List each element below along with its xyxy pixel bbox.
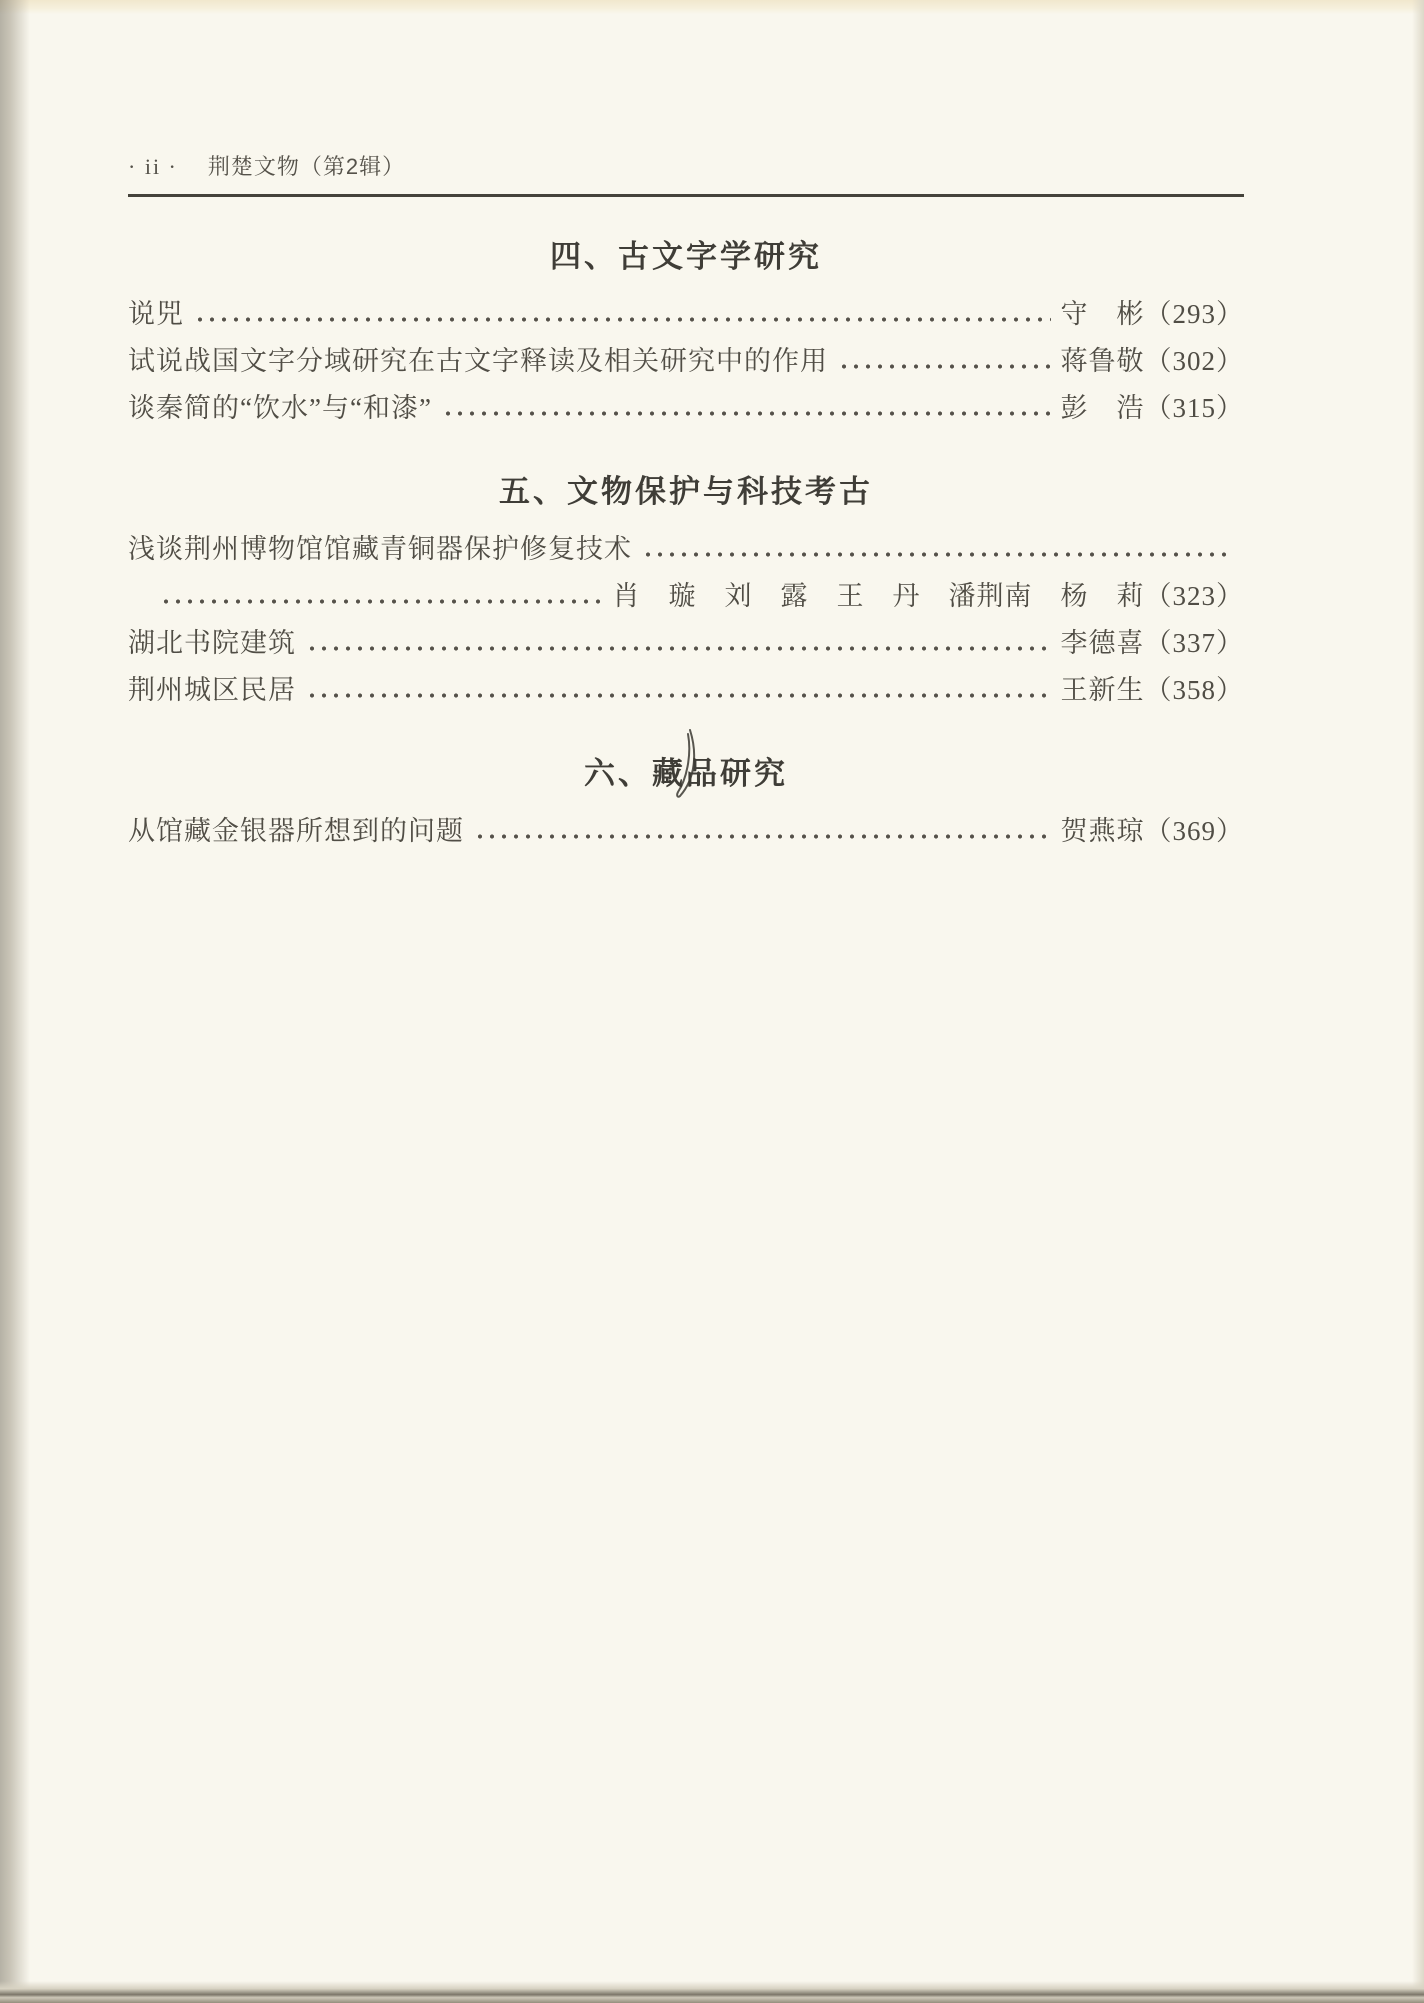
section-entries <box>128 526 1244 714</box>
entry-authors: 守 彬 <box>1060 299 1145 329</box>
running-header <box>128 150 1244 192</box>
entry-title: 从馆藏金银器所想到的问题 <box>128 816 464 846</box>
entry-page-number: （337） <box>1144 628 1244 658</box>
page-number-marker: · ii · <box>128 154 178 179</box>
header-rule <box>128 194 1244 197</box>
dot-leader <box>442 410 1051 417</box>
entry-title: 谈秦简的“饮水”与“和漆” <box>128 393 432 423</box>
dot-leader <box>160 598 603 605</box>
scan-top-edge-shadow <box>0 0 1424 14</box>
book-title: 荆楚文物（第2辑） <box>207 154 406 179</box>
toc-section <box>128 237 1244 432</box>
dot-leader <box>642 551 1234 558</box>
entry-authors: 贺燕琼 <box>1060 816 1145 846</box>
entry-page-number: （293） <box>1144 299 1244 329</box>
scan-left-binding-shadow <box>0 0 30 2003</box>
entry-page-number: （315） <box>1144 393 1244 423</box>
section-title: 六、藏品研究 <box>584 756 788 791</box>
entry-title: 湖北书院建筑 <box>128 628 296 658</box>
toc-entry <box>128 573 1244 620</box>
entry-page-number: （323） <box>1144 581 1244 611</box>
toc-entry <box>128 808 1244 855</box>
dot-leader <box>194 316 1051 323</box>
entry-title: 试说战国文字分域研究在古文字释读及相关研究中的作用 <box>128 346 828 376</box>
entry-authors: 李德喜 <box>1060 628 1145 658</box>
toc-entry <box>128 385 1244 432</box>
entry-title: 说兕 <box>128 299 184 329</box>
scan-bottom-edge-shadow <box>0 1981 1424 2003</box>
dot-leader <box>306 692 1051 699</box>
toc-section <box>128 472 1244 714</box>
entry-page-number: （302） <box>1144 346 1244 376</box>
entry-title: 荆州城区民居 <box>128 675 296 705</box>
toc-entry <box>128 526 1244 573</box>
dot-leader <box>474 833 1051 840</box>
entry-page-number: （358） <box>1144 675 1244 705</box>
entry-title: 浅谈荆州博物馆馆藏青铜器保护修复技术 <box>128 534 632 564</box>
entry-authors: 王新生 <box>1060 675 1145 705</box>
dot-leader <box>306 645 1051 652</box>
entry-page-number: （369） <box>1144 816 1244 846</box>
section-title: 四、古文字学研究 <box>550 239 822 274</box>
scan-right-edge-shadow <box>1412 0 1424 2003</box>
page-content <box>128 150 1244 855</box>
toc-section <box>128 754 1244 855</box>
toc-entry <box>128 291 1244 338</box>
toc-body <box>128 237 1244 855</box>
entry-authors: 彭 浩 <box>1060 393 1145 423</box>
toc-entry <box>128 620 1244 667</box>
dot-leader <box>838 363 1051 370</box>
toc-entry <box>128 667 1244 714</box>
section-entries <box>128 808 1244 855</box>
entry-authors: 蒋鲁敬 <box>1060 346 1145 376</box>
section-title: 五、文物保护与科技考古 <box>499 474 873 509</box>
toc-entry <box>128 338 1244 385</box>
section-entries <box>128 291 1244 432</box>
entry-authors: 肖 璇 刘 露 王 丹 潘荆南 杨 莉 <box>612 581 1145 611</box>
